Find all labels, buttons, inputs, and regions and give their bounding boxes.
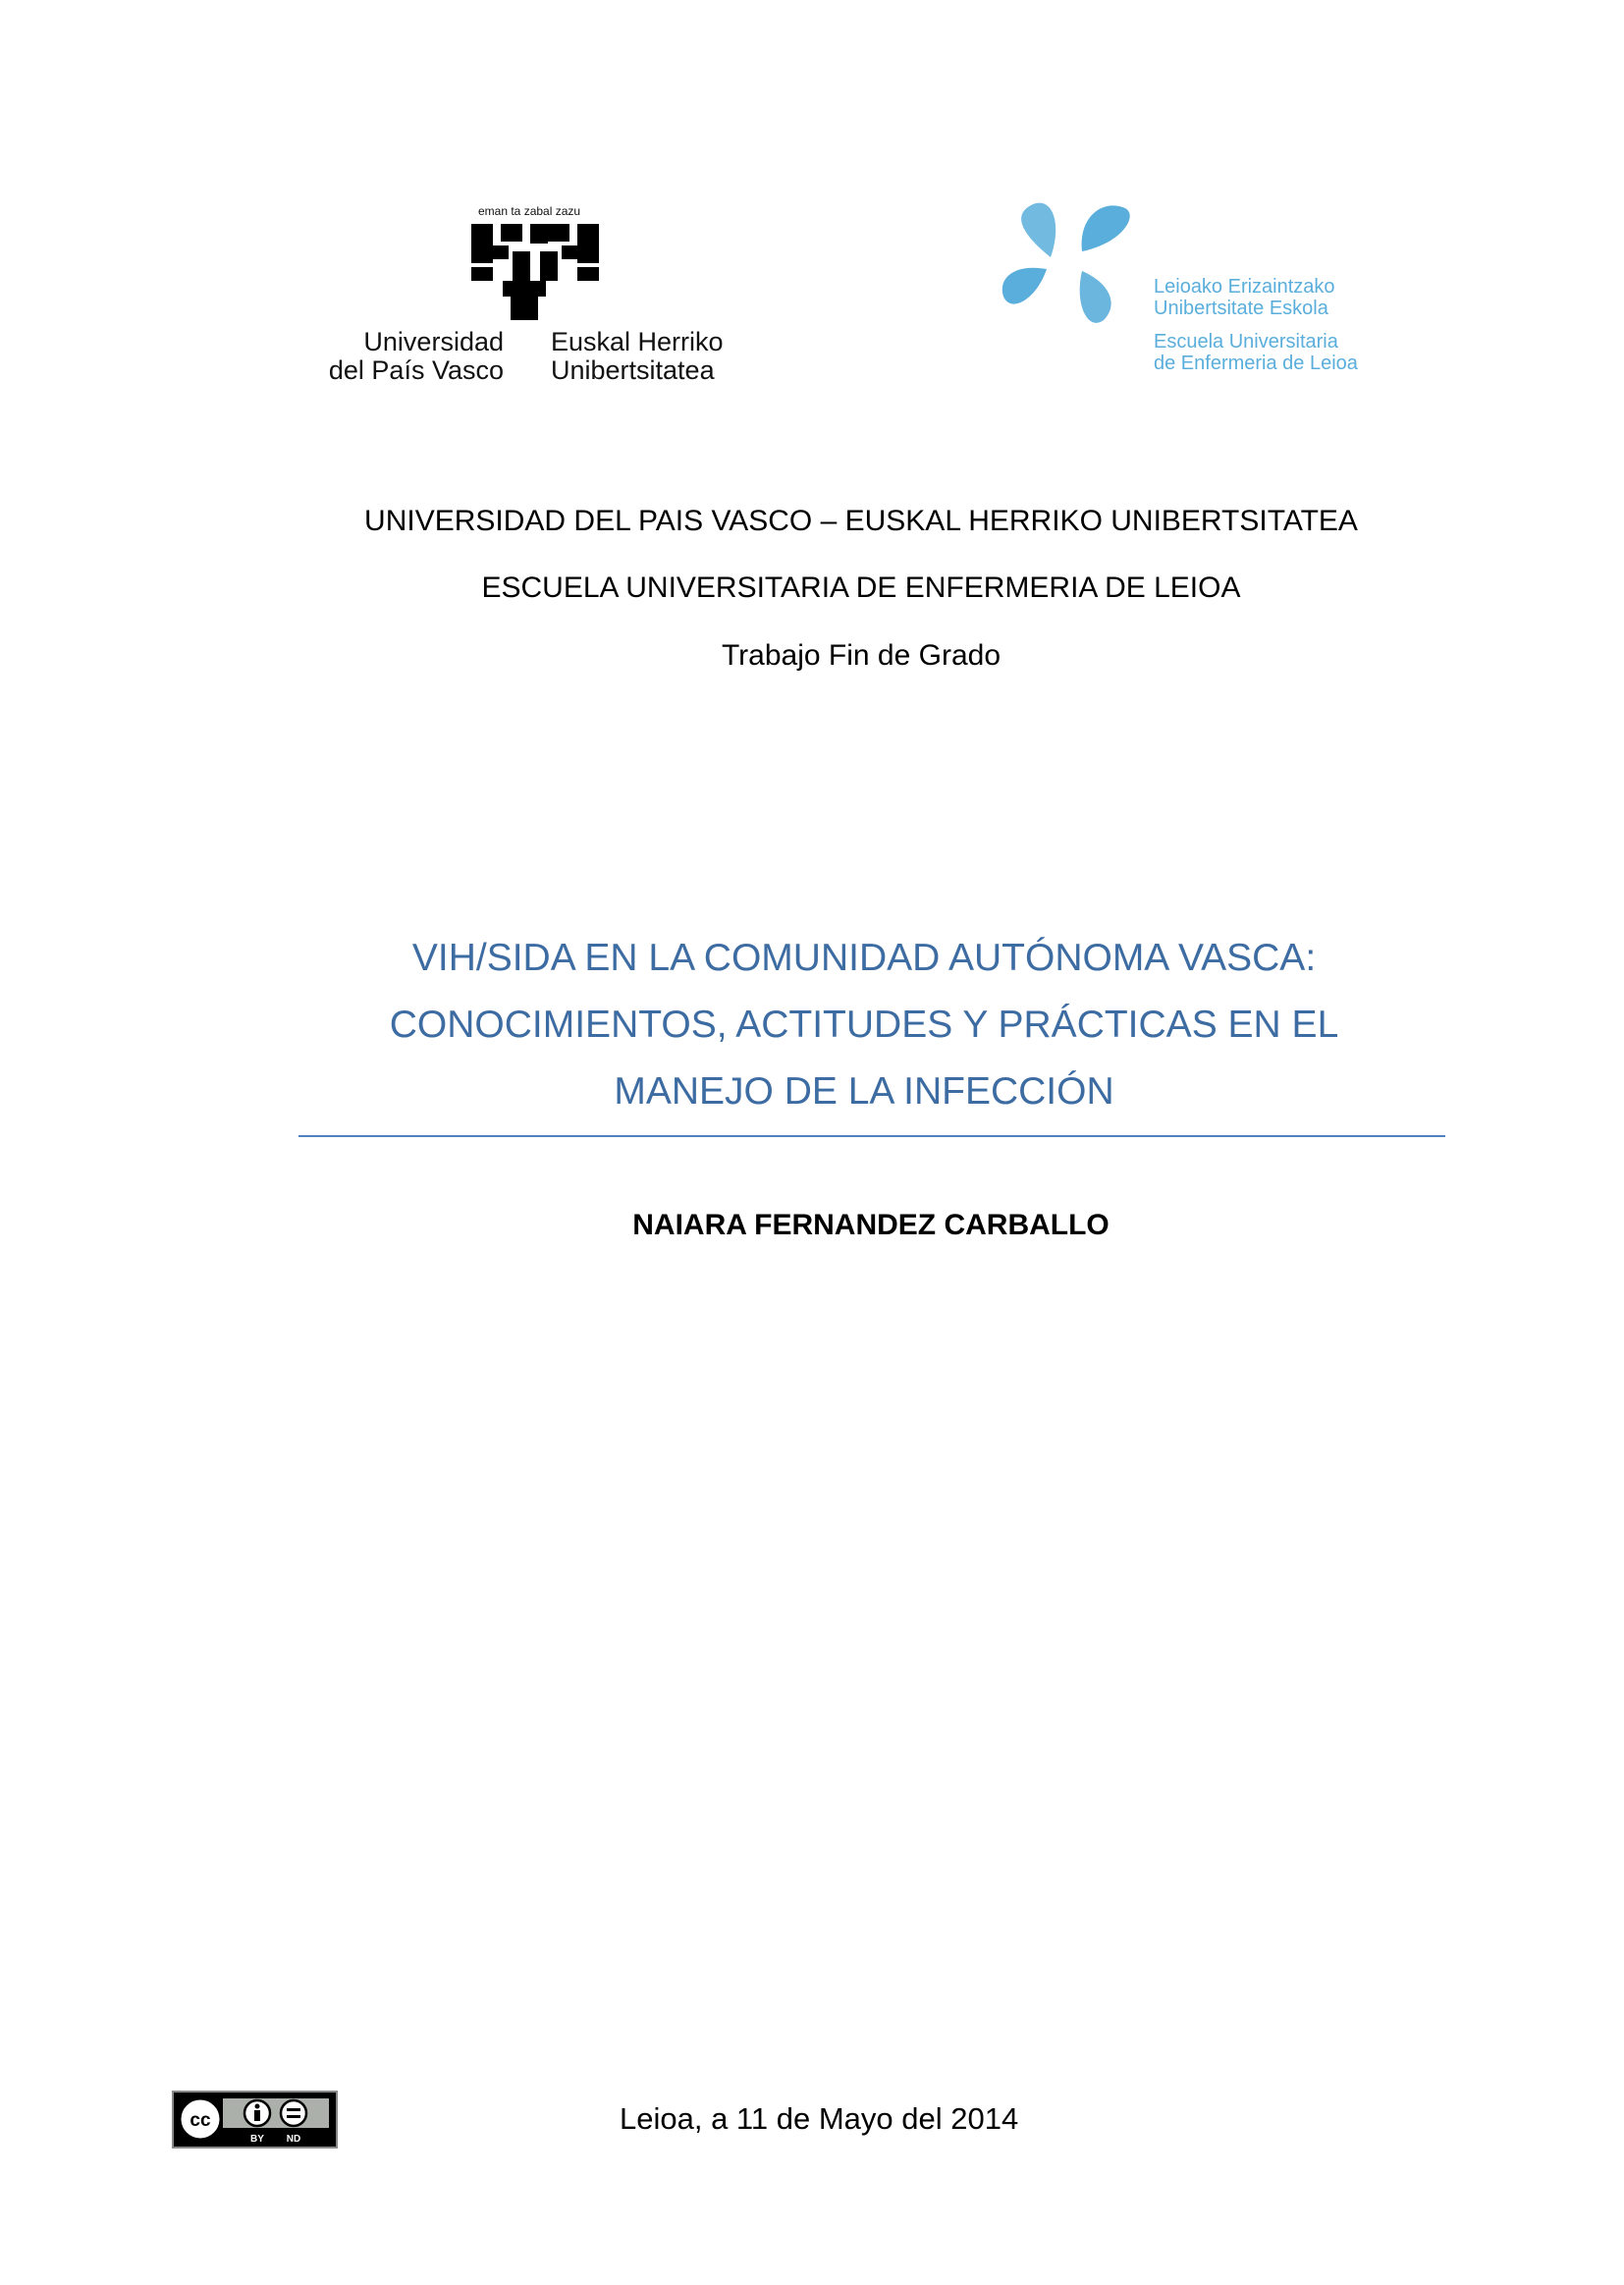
leioa-es-line2: de Enfermeria de Leioa xyxy=(1154,353,1358,374)
upv-name-es-line1: Universidad xyxy=(363,327,504,356)
cc-nd-label: ND xyxy=(286,2134,301,2145)
by-icon xyxy=(244,2100,270,2126)
upv-name-es-line2: del País Vasco xyxy=(328,355,504,385)
author-name: NAIARA FERNANDEZ CARBALLO xyxy=(632,1209,1110,1241)
upv-logo-mark-icon xyxy=(467,224,603,327)
leioa-logo-text xyxy=(1154,276,1358,374)
upv-name-eu-line2: Unibertsitatea xyxy=(551,355,715,385)
title-divider xyxy=(298,1135,1445,1137)
upv-motto: eman ta zabal zazu xyxy=(478,204,581,218)
leioa-eu-line1: Leioako Erizaintzako xyxy=(1154,276,1335,298)
svg-text:cc: cc xyxy=(189,2110,211,2131)
thesis-title xyxy=(275,925,1453,1125)
cc-by-label: BY xyxy=(250,2134,264,2145)
upv-name-eu-line1: Euskal Herriko xyxy=(551,327,724,356)
cc-icon xyxy=(180,2098,221,2140)
upv-name-spanish xyxy=(314,328,504,385)
degree-work-heading: Trabajo Fin de Grado xyxy=(721,639,1001,672)
title-line-1: VIH/SIDA EN LA COMUNIDAD AUTÓNOMA VASCA: xyxy=(411,937,1317,979)
leioa-flower-logo-icon xyxy=(992,194,1149,337)
school-heading: ESCUELA UNIVERSITARIA DE ENFERMERIA DE LEIOA xyxy=(481,571,1241,604)
upv-name-basque xyxy=(551,328,786,385)
title-line-3: MANEJO DE LA INFECCIÓN xyxy=(614,1070,1114,1113)
university-heading: UNIVERSIDAD DEL PAIS VASCO – EUSKAL HERRIKO UNIBERTSITATEA xyxy=(364,505,1358,537)
cc-license-badge[interactable] xyxy=(172,2091,338,2149)
place-date: Leioa, a 11 de Mayo del 2014 xyxy=(620,2101,1019,2136)
leioa-es-line1: Escuela Universitaria xyxy=(1154,331,1338,353)
title-line-2: CONOCIMIENTOS, ACTITUDES Y PRÁCTICAS EN EL xyxy=(389,1004,1339,1046)
nd-icon xyxy=(281,2100,306,2126)
leioa-eu-line2: Unibertsitate Eskola xyxy=(1154,298,1328,319)
